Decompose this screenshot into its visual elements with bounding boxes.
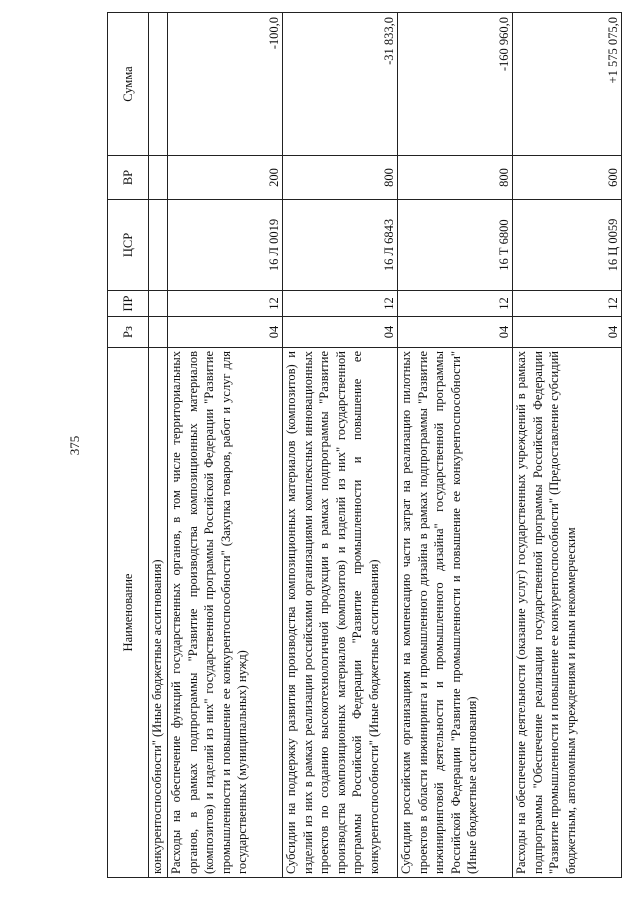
row-vr: 800: [398, 156, 513, 200]
header-vr: ВР: [108, 156, 149, 200]
row-rz: 04: [168, 317, 283, 348]
row-pr: 12: [398, 291, 513, 317]
row-csr: 16 Ц 0059: [513, 200, 622, 291]
row-sum: [149, 13, 168, 156]
row-csr: 16 Л 6843: [283, 200, 398, 291]
row-rz: 04: [513, 317, 622, 348]
table-row: [398, 13, 513, 878]
row-sum: -31 833,0: [283, 13, 398, 156]
row-pr: 12: [168, 291, 283, 317]
row-name: конкурентоспособности" (Иные бюджетные ассигнования): [149, 348, 168, 878]
table-row: [168, 13, 283, 878]
row-vr: 600: [513, 156, 622, 200]
row-vr: [149, 156, 168, 200]
header-csr: ЦСР: [108, 200, 149, 291]
header-pr: ПР: [108, 291, 149, 317]
rotated-page: [67, 13, 620, 878]
row-name: Субсидии российским организациям на компенсацию части затрат на реализацию пилотных проектов в области инжиниринга и промышленного дизайна в рамках подпрограммы "Развитие инжиниринговой деятельности и промышленного дизайна" государственной программы Российской Федерации "Развитие промышленности и повышение ее конкурентоспособности" (Иные бюджетные ассигнования): [398, 348, 513, 878]
header-sum: Сумма: [108, 13, 149, 156]
budget-table: [107, 12, 622, 878]
page-number: 375: [67, 435, 82, 456]
row-vr: 200: [168, 156, 283, 200]
row-sum: -100,0: [168, 13, 283, 156]
row-csr: 16 Т 6800: [398, 200, 513, 291]
header-name: Наименование: [108, 348, 149, 878]
table-row: [149, 13, 168, 878]
table-row: [283, 13, 398, 878]
row-rz: [149, 317, 168, 348]
row-csr: 16 Л 0019: [168, 200, 283, 291]
row-name: Субсидии на поддержку развития производства композиционных материалов (композитов) и изделий из них в рамках реализации российскими организациями комплексных инновационных проектов по созданию высокотехнологичной продукции в рамках подпрограммы "Развитие производства композиционных материалов (композитов) и изделий из них" государственной программы Российской Федерации "Развитие промышленности и повышение ее конкурентоспособности" (Иные бюджетные ассигнования): [283, 348, 398, 878]
row-name: Расходы на обеспечение функций государственных органов, в том числе территориальных органов, в рамках подпрограммы "Развитие производства композиционных материалов (композитов) и изделий из них" государственной программы Российской Федерации "Развитие промышленности и повышение ее конкурентоспособности" (Закупка товаров, работ и услуг для государственных (муниципальных) нужд): [168, 348, 283, 878]
row-pr: 12: [513, 291, 622, 317]
row-pr: [149, 291, 168, 317]
row-pr: 12: [283, 291, 398, 317]
row-rz: 04: [283, 317, 398, 348]
table-row: [513, 13, 622, 878]
row-vr: 800: [283, 156, 398, 200]
header-rz: Рз: [108, 317, 149, 348]
row-sum: -160 960,0: [398, 13, 513, 156]
row-rz: 04: [398, 317, 513, 348]
row-sum: +1 575 075,0: [513, 13, 622, 156]
row-name: Расходы на обеспечение деятельности (оказание услуг) государственных учреждений в рамках подпрограммы "Обеспечение реализации государственной программы Российской Федерации "Развитие промышленности и повышение ее конкурентоспособности" (Предоставление субсидий бюджетным, автономным учреждениям и иным некоммерческим: [513, 348, 622, 878]
table-header-row: [108, 13, 149, 878]
row-csr: [149, 200, 168, 291]
